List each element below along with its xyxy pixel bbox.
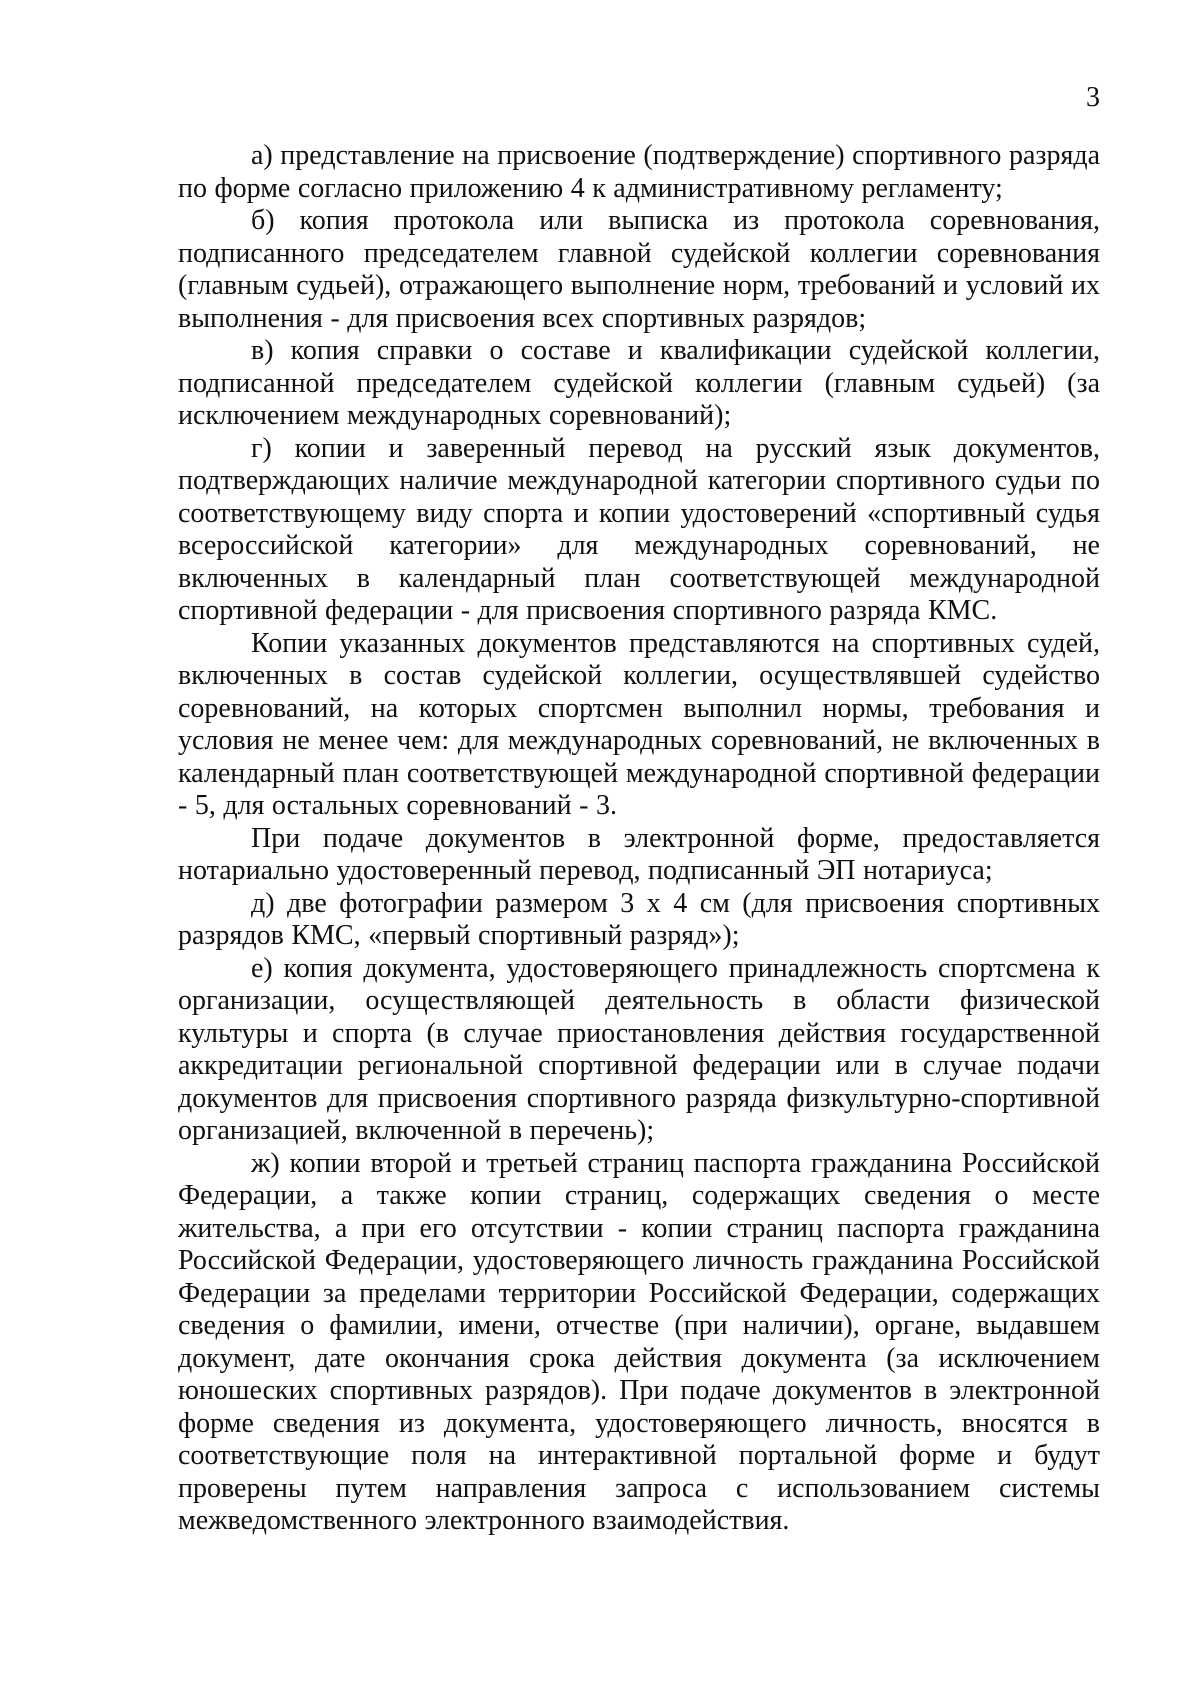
paragraph-g: г) копии и заверенный перевод на русский язык документов, подтверждающих наличие международной категории спортивного судьи по соответствующему виду спорта и копии удостоверений «спортивный судья всероссийской категории» для международных соревнований, не включенных в календарный план соответствующей международной спортивной федерации - для присвоения спортивного разряда КМС. xyxy=(178,432,1100,626)
document-body xyxy=(178,140,1100,1538)
paragraph-zh: ж) копии второй и третьей страниц паспорта гражданина Российской Федерации, а также копии страниц, содержащих сведения о месте жительства, а при его отсутствии - копии страниц паспорта гражданина Российской Федерации, удостоверяющего личность гражданина Российской Федерации за пределами территории Российской Федерации, содержащих сведения о фамилии, имени, отчестве (при наличии), органе, выдавшем документ, дате окончания срока действия документа (за исключением юношеских спортивных разрядов). При подаче документов в электронной форме сведения из документа, удостоверяющего личность, вносятся в соответствующие поля на интерактивной портальной форме и будут проверены путем направления запроса с использованием системы межведомственного электронного взаимодействия. xyxy=(178,1147,1100,1536)
paragraph-d: д) две фотографии размером 3 x 4 см (для присвоения спортивных разрядов КМС, «первый спортивный разряд»); xyxy=(178,887,1100,951)
page-number: 3 xyxy=(1086,82,1100,113)
paragraph-v: в) копия справки о составе и квалификации судейской коллегии, подписанной председателем судейской коллегии (главным судьей) (за исключением международных соревнований); xyxy=(178,335,1100,431)
paragraph-b: б) копия протокола или выписка из протокола соревнования, подписанного председателем главной судейской коллегии соревнования (главным судьей), отражающего выполнение норм, требований и условий их выполнения - для присвоения всех спортивных разрядов; xyxy=(178,205,1100,334)
paragraph-copies-note: Копии указанных документов представляются на спортивных судей, включенных в состав судейской коллегии, осуществлявшей судейство соревнований, на которых спортсмен выполнил нормы, требования и условия не менее чем: для международных соревнований, не включенных в календарный план соответствующей международной спортивной федерации - 5, для остальных соревнований - 3. xyxy=(178,627,1100,821)
paragraph-a: а) представление на присвоение (подтверждение) спортивного разряда по форме согласно приложению 4 к административному регламенту; xyxy=(178,140,1100,204)
paragraph-e: е) копия документа, удостоверяющего принадлежность спортсмена к организации, осуществляющей деятельность в области физической культуры и спорта (в случае приостановления действия государственной аккредитации региональной спортивной федерации или в случае подачи документов для присвоения спортивного разряда физкультурно-спортивной организацией, включенной в перечень); xyxy=(178,952,1100,1146)
paragraph-electronic-note: При подаче документов в электронной форме, предоставляется нотариально удостоверенный перевод, подписанный ЭП нотариуса; xyxy=(178,822,1100,886)
